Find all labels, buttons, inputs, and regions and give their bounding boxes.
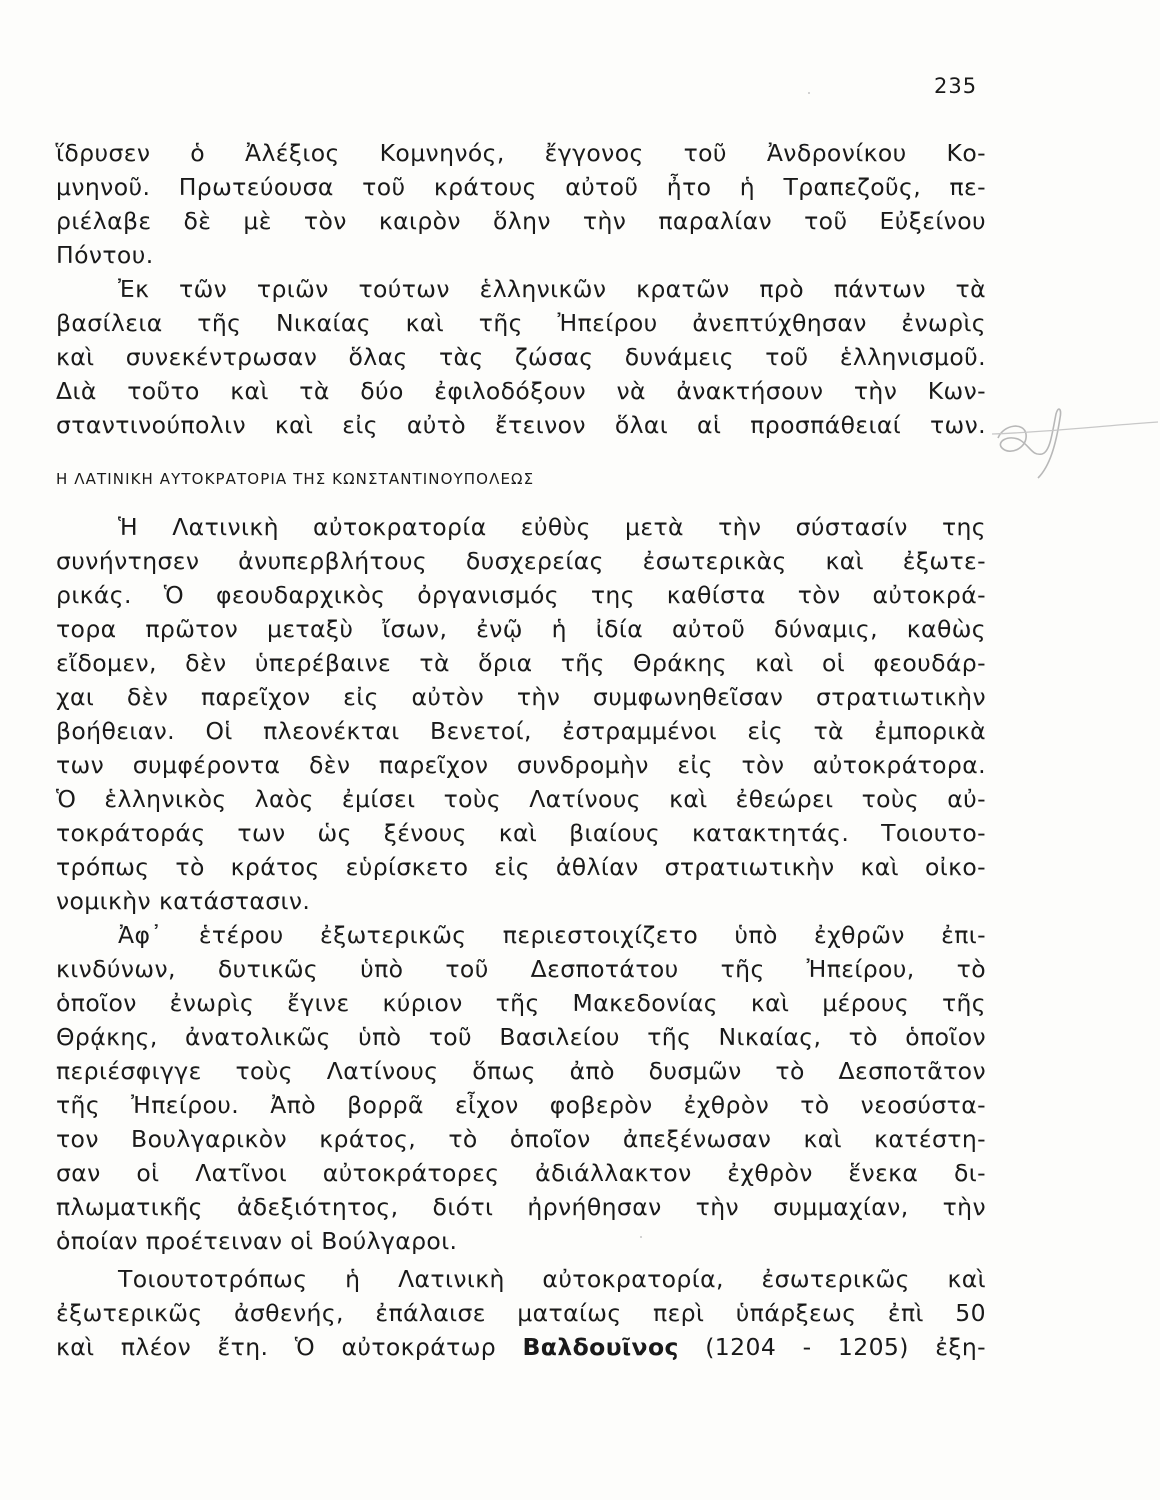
text-line: τῆς Ἠπείρου. Ἀπὸ βορρᾶ εἶχον φοβερὸν ἐχθρὸν τὸ νεοσύστα- (56, 1091, 986, 1119)
text-line: βασίλεια τῆς Νικαίας καὶ τῆς Ἠπείρου ἀνεπτύχθησαν ἐνωρὶς (56, 309, 986, 337)
text-line: κινδύνων, δυτικῶς ὑπὸ τοῦ Δεσποτάτου τῆς Ἠπείρου, τὸ (56, 955, 986, 983)
text-line: σταντινούπολιν καὶ εἰς αὐτὸ ἔτεινον ὅλαι αἱ προσπάθειαί των. (56, 411, 986, 439)
text-line: ἵδρυσεν ὁ Ἀλέξιος Κομνηνός, ἔγγονος τοῦ Ἀνδρονίκου Κο- (56, 139, 986, 167)
text-line: Πόντου. (56, 241, 154, 269)
text-line: ρικάς. Ὁ φεουδαρχικὸς ὀργανισμός της καθίστα τὸν αὐτοκρά- (56, 581, 986, 609)
text-line: χαι δὲν παρεῖχον εἰς αὐτὸν τὴν συμφωνηθεῖσαν στρατιωτικὴν (56, 683, 986, 711)
pencil-mark (990, 404, 1160, 484)
text-line: πλωματικῆς ἀδεξιότητος, διότι ἠρνήθησαν τὴν συμμαχίαν, τὴν (56, 1193, 986, 1221)
page-number: 235 (934, 74, 978, 98)
emperor-name: Βαλδουῖνος (522, 1333, 679, 1361)
text-line: ριέλαβε δὲ μὲ τὸν καιρὸν ὅλην τὴν παραλίαν τοῦ Εὐξείνου (56, 207, 986, 235)
text-segment: (1204 - 1205) ἐξη- (705, 1333, 987, 1361)
text-line: Τοιουτοτρόπως ἡ Λατινικὴ αὐτοκρατορία, ἐσωτερικῶς καὶ (118, 1265, 986, 1293)
text-line: Ὁ ἑλληνικὸς λαὸς ἐμίσει τοὺς Λατίνους καὶ ἐθεώρει τοὺς αὐ- (56, 785, 986, 813)
text-line: τοκράτοράς των ὡς ξένους καὶ βιαίους κατακτητάς. Τοιουτο- (56, 819, 986, 847)
paper-speck (640, 1236, 642, 1238)
text-line: βοήθειαν. Οἱ πλεονέκται Βενετοί, ἐστραμμένοι εἰς τὰ ἐμπορικὰ (56, 717, 986, 745)
section-heading: Η ΛΑΤΙΝΙΚΗ ΑΥΤΟΚΡΑΤΟΡΙΑ ΤΗΣ ΚΩΝΣΤΑΝΤΙΝΟΥΠΟΛΕΩΣ (56, 470, 535, 488)
text-line: περιέσφιγγε τοὺς Λατίνους ὅπως ἀπὸ δυσμῶν τὸ Δεσποτᾶτον (56, 1057, 986, 1085)
text-line: σαν οἱ Λατῖνοι αὐτοκράτορες ἀδιάλλακτον ἐχθρὸν ἕνεκα δι- (56, 1159, 986, 1187)
text-line: Διὰ τοῦτο καὶ τὰ δύο ἐφιλοδόξουν νὰ ἀνακτήσουν τὴν Κων- (56, 377, 986, 405)
text-line: μνηνοῦ. Πρωτεύουσα τοῦ κράτους αὐτοῦ ἦτο ἡ Τραπεζοῦς, πε- (56, 173, 986, 201)
text-segment: καὶ πλέον ἔτη. Ὁ αὐτοκράτωρ (56, 1333, 497, 1361)
text-line: Ἀφ᾽ ἑτέρου ἐξωτερικῶς περιεστοιχίζετο ὑπὸ ἐχθρῶν ἐπι- (118, 921, 986, 949)
text-line: ὁποίαν προέτειναν οἱ Βούλγαροι. (56, 1227, 458, 1255)
text-line: καὶ συνεκέντρωσαν ὅλας τὰς ζώσας δυνάμεις τοῦ ἑλληνισμοῦ. (56, 343, 986, 371)
text-line: εἴδομεν, δὲν ὑπερέβαινε τὰ ὅρια τῆς Θράκης καὶ οἱ φεουδάρ- (56, 649, 986, 677)
text-line: Θρᾴκης, ἀνατολικῶς ὑπὸ τοῦ Βασιλείου τῆς Νικαίας, τὸ ὁποῖον (56, 1023, 986, 1051)
text-line: τρόπως τὸ κράτος εὑρίσκετο εἰς ἀθλίαν στρατιωτικὴν καὶ οἰκο- (56, 853, 986, 881)
paper-speck (808, 92, 810, 94)
text-line: ὁποῖον ἐνωρὶς ἔγινε κύριον τῆς Μακεδονίας καὶ μέρους τῆς (56, 989, 986, 1017)
text-line: ἐξωτερικῶς ἀσθενής, ἐπάλαισε ματαίως περὶ ὑπάρξεως ἐπὶ 50 (56, 1299, 986, 1327)
text-line: τορα πρῶτον μεταξὺ ἴσων, ἐνῷ ἡ ἰδία αὐτοῦ δύναμις, καθὼς (56, 615, 986, 643)
text-line: Ἐκ τῶν τριῶν τούτων ἑλληνικῶν κρατῶν πρὸ πάντων τὰ (118, 275, 986, 303)
text-line-final (56, 1332, 986, 1362)
text-line: νομικὴν κατάστασιν. (56, 887, 311, 915)
text-line: των συμφέροντα δὲν παρεῖχον συνδρομὴν εἰς τὸν αὐτοκράτορα. (56, 751, 986, 779)
text-line: συνήντησεν ἀνυπερβλήτους δυσχερείας ἐσωτερικὰς καὶ ἐξωτε- (56, 547, 986, 575)
text-line: Ἡ Λατινικὴ αὐτοκρατορία εὐθὺς μετὰ τὴν σύστασίν της (118, 513, 986, 541)
text-line: τον Βουλγαρικὸν κράτος, τὸ ὁποῖον ἀπεξένωσαν καὶ κατέστη- (56, 1125, 986, 1153)
